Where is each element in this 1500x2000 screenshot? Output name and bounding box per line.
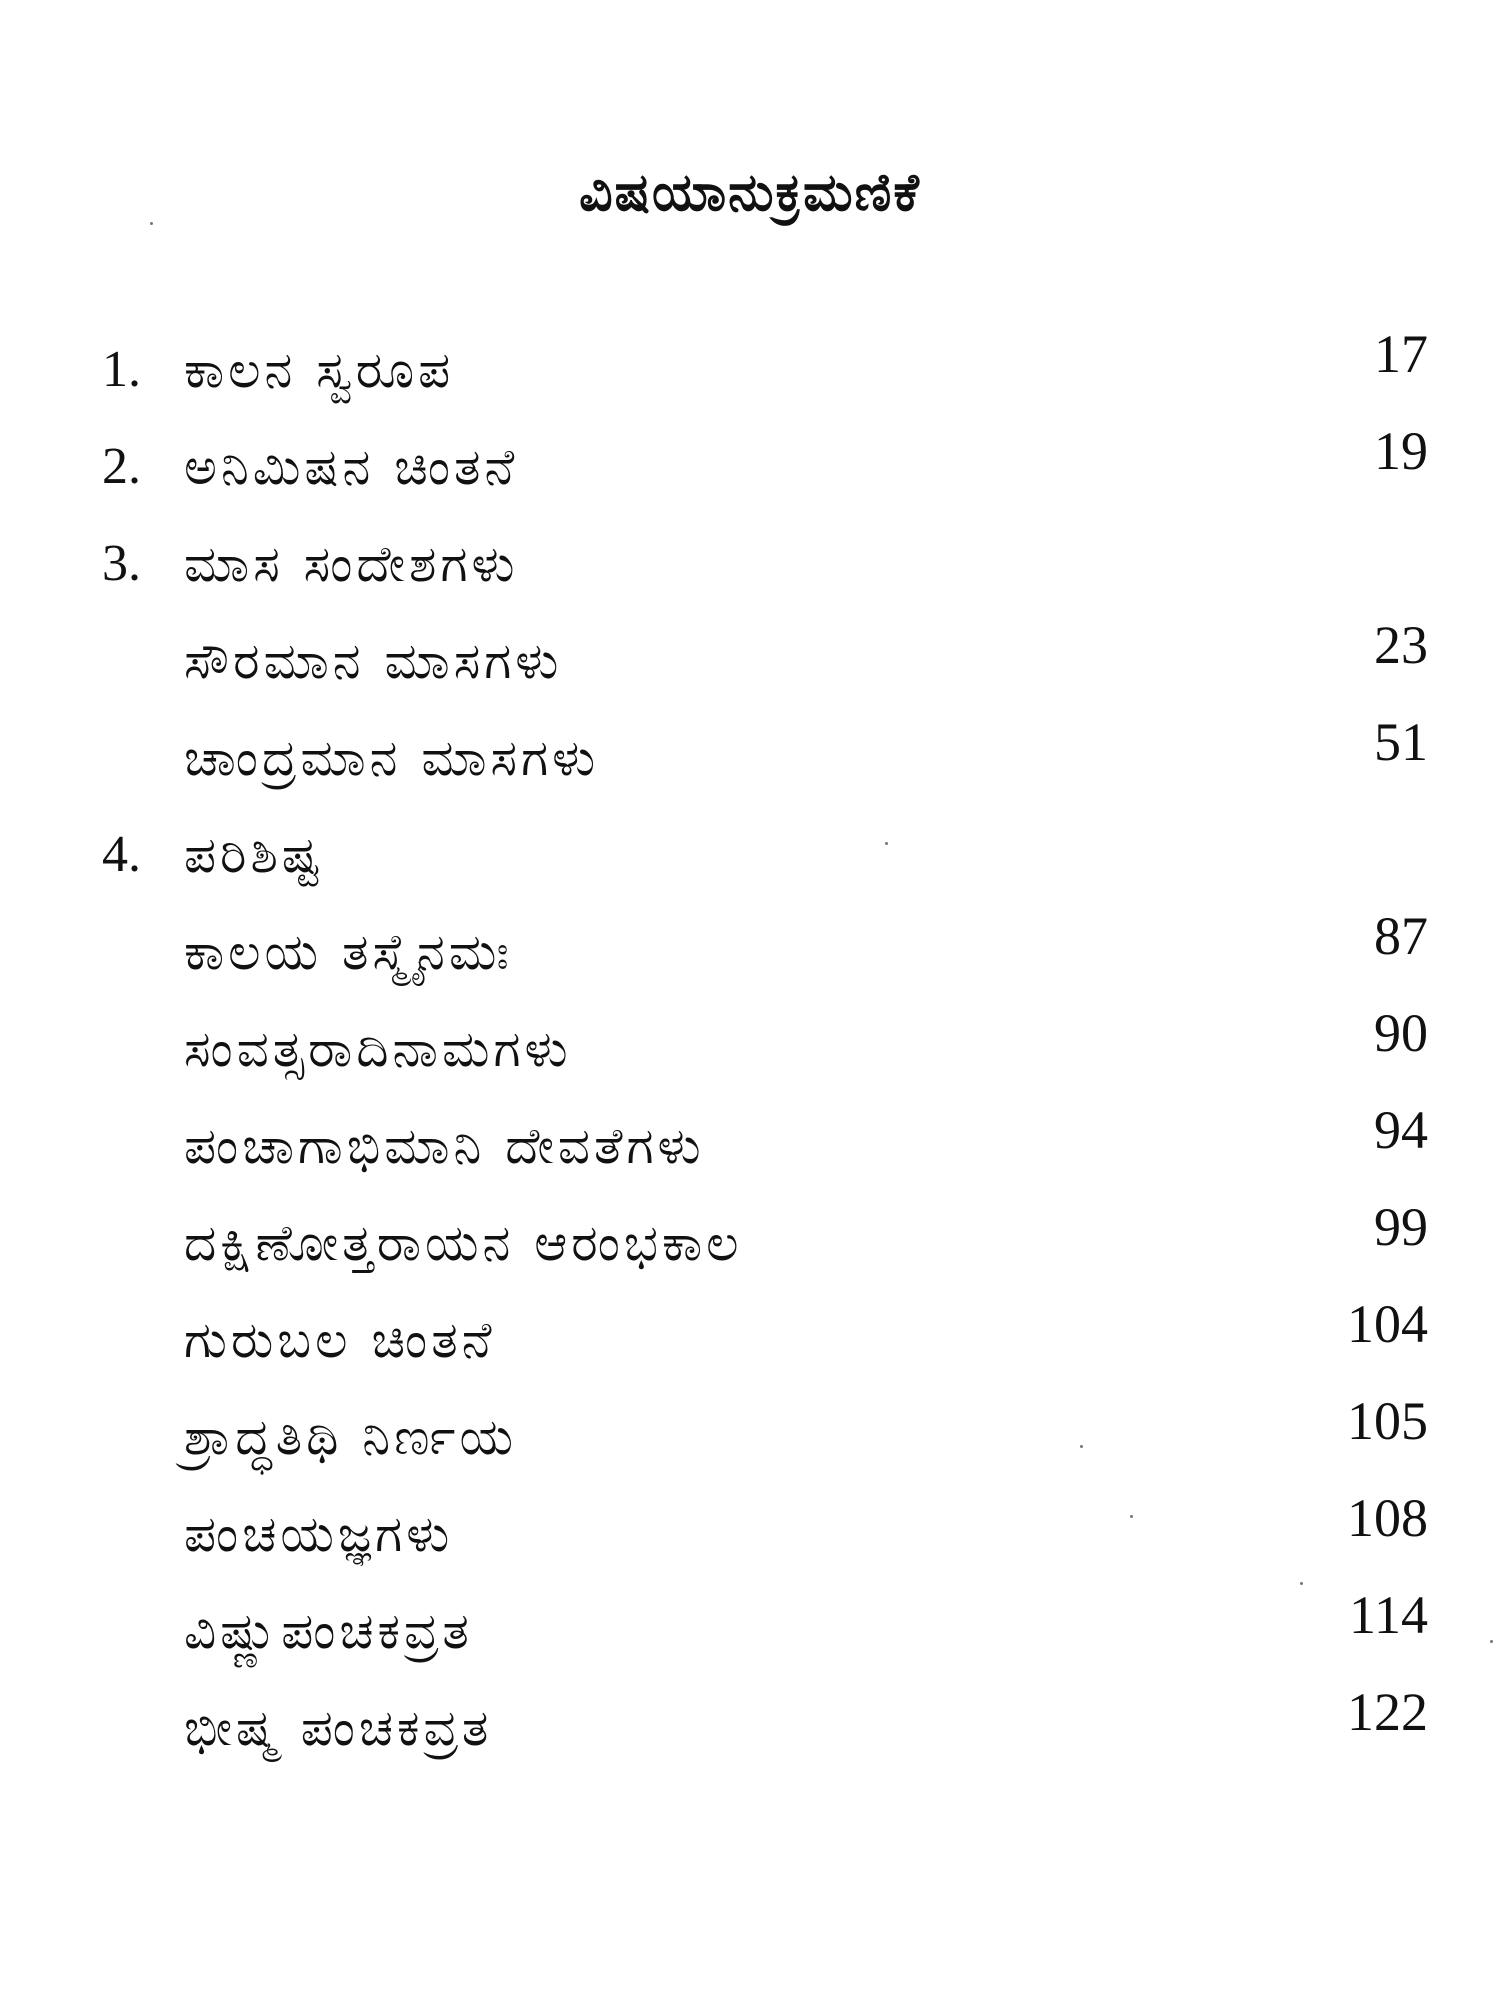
toc-label: ಚಾಂದ್ರಮಾನ ಮಾಸಗಳು [184, 729, 600, 787]
scan-speck [1130, 1515, 1133, 1518]
toc-label: ಕಾಲನ ಸ್ವರೂಪ [184, 341, 455, 399]
toc-row [0, 421, 1500, 524]
toc-row [0, 1488, 1500, 1591]
toc-page-number: 17 [1374, 324, 1428, 384]
toc-label: ಪಂಚಯಜ್ಞಗಳು [184, 1505, 454, 1563]
page-title: ವಿಷಯಾನುಕ್ರಮಣಿಕೆ [579, 163, 921, 223]
toc-label: ಮಾಸ ಸಂದೇಶಗಳು [184, 535, 519, 593]
scan-speck [1300, 1582, 1303, 1585]
toc-page-number: 104 [1347, 1294, 1428, 1354]
toc-number: 2. [102, 438, 141, 495]
scan-speck [1490, 1640, 1493, 1643]
toc-label: ಗುರುಬಲ ಚಿಂತನೆ [184, 1311, 496, 1369]
toc-number: 1. [102, 341, 141, 398]
toc-page-number: 99 [1374, 1197, 1428, 1257]
toc-page-number: 94 [1374, 1100, 1428, 1160]
toc-row [0, 324, 1500, 427]
toc-label: ದಕ್ಷಿಣೋತ್ತರಾಯನ ಆರಂಭಕಾಲ [184, 1214, 743, 1272]
toc-page-number: 87 [1374, 906, 1428, 966]
toc-row [0, 615, 1500, 718]
toc-page-number: 19 [1374, 421, 1428, 481]
toc-page-number: 114 [1349, 1585, 1428, 1645]
toc-label: ಸಂವತ್ಸರಾದಿನಾಮಗಳು [184, 1020, 572, 1078]
toc-number: 3. [102, 535, 141, 592]
toc-label: ಪರಿಶಿಷ್ಟ [184, 826, 324, 884]
toc-label: ವಿಷ್ಣುಪಂಚಕವ್ರತ [184, 1602, 473, 1660]
toc-row [0, 1100, 1500, 1203]
scan-speck [1080, 1445, 1083, 1448]
scan-speck [150, 222, 153, 225]
toc-row [0, 1585, 1500, 1688]
toc-page-number: 51 [1374, 712, 1428, 772]
scan-speck [885, 842, 888, 845]
toc-label: ಶ್ರಾದ್ಧತಿಥಿ ನಿರ್ಣಯ [184, 1408, 517, 1466]
toc-label: ಅನಿಮಿಷನ ಚಿಂತನೆ [184, 438, 519, 496]
toc-number: 4. [102, 826, 141, 883]
toc-row [0, 906, 1500, 1009]
toc-row [0, 1391, 1500, 1494]
toc-label: ಕಾಲಯ ತಸ್ಮೈನಮಃ [184, 923, 513, 981]
toc-page-number: 108 [1347, 1488, 1428, 1548]
toc-row [0, 712, 1500, 815]
toc-label: ಭೀಷ್ಮ ಪಂಚಕವ್ರತ [184, 1699, 493, 1757]
toc-row [0, 1197, 1500, 1300]
toc-label: ಸೌರಮಾನ ಮಾಸಗಳು [184, 632, 563, 690]
toc-row [0, 1682, 1500, 1785]
toc-page-number: 122 [1347, 1682, 1428, 1742]
toc-page-number: 105 [1347, 1391, 1428, 1451]
toc-row [0, 815, 1500, 912]
table-of-contents [0, 324, 1500, 1785]
toc-row [0, 1003, 1500, 1106]
toc-row [0, 1294, 1500, 1397]
toc-page-number: 23 [1374, 615, 1428, 675]
toc-row [0, 524, 1500, 621]
toc-label: ಪಂಚಾಗಾಭಿಮಾನಿ ದೇವತೆಗಳು [184, 1117, 705, 1175]
toc-page-number: 90 [1374, 1003, 1428, 1063]
